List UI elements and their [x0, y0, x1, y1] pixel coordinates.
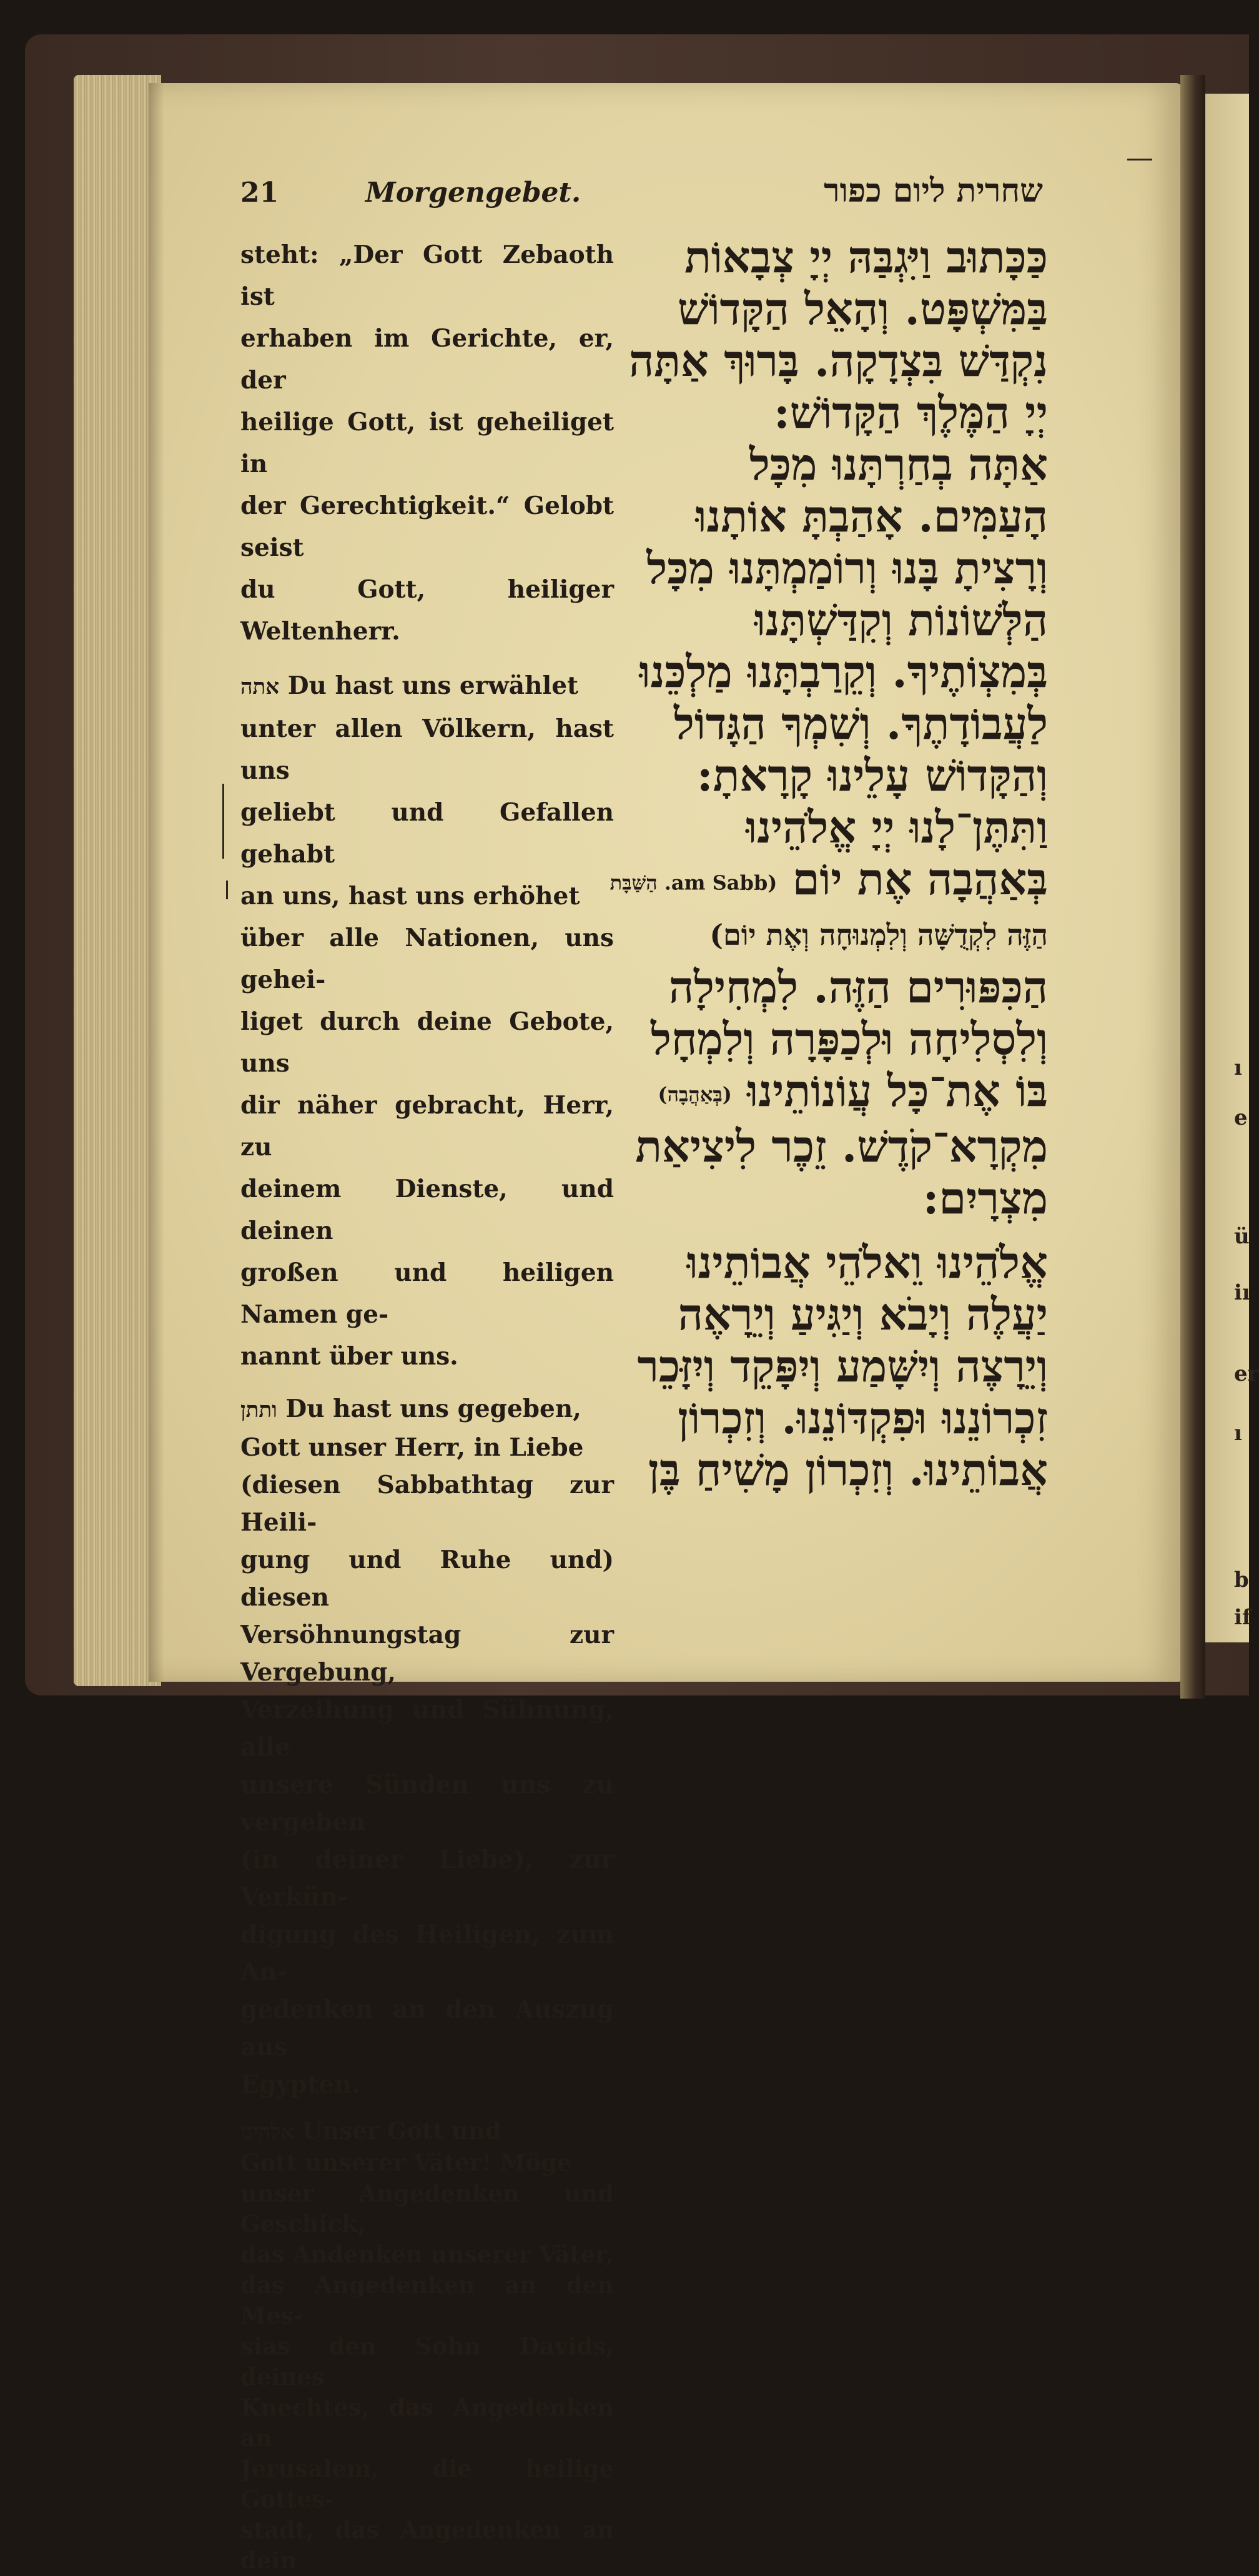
fragment: if [1234, 1605, 1252, 1630]
hebrew-line: וַתִּתֶּן־לָנוּ יְיָ אֱלֹהֵינוּ [746, 801, 1048, 853]
hebrew-line: לַעֲבוֹדָתֶךָ. וְשִׁמְךָ הַגָּדוֹל [674, 698, 1048, 749]
hebrew-text: בּוֹ אֶת־כָּל עֲוֹנוֹתֵינוּ [747, 1064, 1048, 1117]
text-line: Du hast uns erwählet [287, 671, 579, 700]
text-line: Egypten. [240, 2070, 360, 2099]
text-line: Unser Gott und [302, 2117, 501, 2144]
hebrew-line: הַכִּפּוּרִים הַזֶּה. לִמְחִילָה [668, 960, 1048, 1013]
hebrew-running-title: שחרית ליום כפור [824, 172, 1043, 210]
text-line: Jerusalem, die heilige Gottes- [240, 2455, 614, 2513]
book-gutter [1180, 75, 1205, 1699]
hebrew-line [610, 853, 1048, 909]
hebrew-line [642, 1065, 1048, 1121]
text-line: digung des Heiligen, zum An- [240, 1920, 614, 1986]
text-line: das Angedenken an den Mes- [240, 2271, 614, 2329]
text-line: stadt, das Angedenken an dein [240, 2516, 614, 2574]
text-line: Versöhnungstag zur Vergebung, [240, 1621, 614, 1687]
text-line: über alle Nationen, uns gehei- [240, 924, 614, 994]
hebrew-cue-word: אתה [240, 674, 280, 699]
text-line: deinem Dienste, und deinen [240, 1175, 614, 1245]
text-line: an uns, hast uns erhöhet [240, 882, 580, 910]
fragment: ü [1234, 1224, 1250, 1249]
text-line: du Gott, heiliger Weltenherr. [240, 575, 614, 646]
hebrew-line: הָעַמִּים. אָהַבְתָּ אוֹתָנוּ [695, 490, 1048, 542]
hebrew-line: יְיָ הַמֶּלֶךְ הַקָּדוֹשׁ: [773, 387, 1048, 438]
text-line: geliebt und Gefallen gehabt [240, 798, 614, 869]
hebrew-line: וְהַקָּדוֹשׁ עָלֵינוּ קָרָאתָ: [696, 749, 1048, 801]
hebrew-line: הַלְּשׁוֹנוֹת וְקִדַּשְׁתָּנוּ [754, 594, 1048, 646]
hebrew-line: אַתָּה בְחַרְתָּנוּ מִכָּל [749, 438, 1048, 490]
german-running-title: Morgengebet. [365, 177, 581, 209]
hebrew-line: וְיֵרָצֶה וְיִשָּׁמַע וְיִפָּקֵד וְיִזָּכֵר [637, 1340, 1048, 1392]
hebrew-line: נִקְדַּשׁ בִּצְדָקָה. בָּרוּךְ אַתָּה [628, 335, 1048, 387]
text-line: unter allen Völkern, hast uns [240, 714, 614, 785]
fragment: ı [1234, 1055, 1242, 1080]
text-line: erhaben im Gerichte, er, der [240, 324, 614, 395]
hebrew-line: אֱלֹהֵינוּ וֵאלֹהֵי אֲבוֹתֵינוּ [686, 1236, 1048, 1288]
hebrew-line: וְלִסְלִיחָה וּלְכַפָּרָה וְלִמְחָל [651, 1012, 1048, 1065]
hebrew-line: זִכְרוֹנֵנוּ וּפִקְדּוֹנֵנוּ. וְזִכְרוֹן [678, 1392, 1048, 1444]
hebrew-line: בְּמִצְוֹתֶיךָ. וְקֵרַבְתָּנוּ מַלְכֵּנוּ [639, 646, 1048, 698]
facing-page-edge [1205, 94, 1259, 1642]
page-edges [74, 75, 161, 1686]
text-line: liget durch deine Gebote, uns [240, 1007, 614, 1078]
corner-rule [1127, 159, 1152, 160]
margin-mark [222, 784, 224, 859]
text-line: steht: „Der Gott Zebaoth ist [240, 240, 614, 311]
text-line: (in deiner Liebe), zur Verkün- [240, 1845, 614, 1912]
hebrew-line: הַזֶּה לִקְדֻשָּׁה וְלִמְנוּחָה וְאֶת יוֹם) [709, 917, 1048, 952]
margin-mark [226, 881, 228, 899]
love-note: (בְּאַהֲבָה) [658, 1082, 732, 1106]
text-line: Gott unserer Väter! Möge [240, 2149, 572, 2176]
hebrew-line: מִקְרָא־קֹדֶשׁ. זֵכֶר לִיצִיאַת [635, 1120, 1048, 1172]
text-line: gung und Ruhe und) diesen [240, 1546, 614, 1612]
german-paragraph [240, 1390, 614, 2103]
german-paragraph [240, 665, 614, 1378]
fragment: iı [1234, 1280, 1250, 1305]
page-number: 21 [240, 177, 279, 209]
sabbath-note: (am Sabb. הַשַּׁבָּת [610, 871, 778, 895]
text-line: der Gerechtigkeit.“ Gelobt seist [240, 491, 614, 562]
hebrew-cue-word: ותתן [240, 1398, 277, 1423]
text-line: unser Angedenken und Geschick, [240, 2179, 614, 2238]
hebrew-line: אֲבוֹתֵינוּ. וְזִכְרוֹן מָשִׁיחַ בֶּן [648, 1444, 1048, 1496]
text-line: gedenken an den Auszug aus [240, 1995, 614, 2061]
text-line: Gott unser Herr, in Liebe [240, 1433, 584, 1462]
fragment: ı [1234, 1421, 1242, 1446]
fragment: er [1234, 1361, 1259, 1386]
hebrew-line: וְרָצִיתָ בָּנוּ וְרוֹמַמְתָּנוּ מִכָּל [646, 542, 1048, 594]
hebrew-line: מִצְרָיִם: [922, 1172, 1048, 1224]
hebrew-column [610, 231, 1048, 1496]
german-column [240, 234, 614, 2576]
hebrew-line: כַּכָּתוּב וַיִּגְבַּהּ יְיָ צְבָאוֹת [684, 231, 1048, 283]
text-line: dir näher gebracht, Herr, zu [240, 1091, 614, 1162]
hebrew-text: בְּאַהֲבָה אֶת יוֹם [792, 853, 1048, 905]
text-line: Verzeihung und Sühnung, alle [240, 1695, 614, 1762]
fragment: b [1234, 1567, 1249, 1592]
text-line: heilige Gott, ist geheiliget in [240, 408, 614, 478]
text-line: sias den Sohn Davids, deines [240, 2332, 614, 2391]
text-line: (diesen Sabbathtag zur Heili- [240, 1471, 614, 1537]
fragment: e [1234, 1105, 1248, 1130]
text-line: Du hast uns gegeben, [285, 1394, 581, 1423]
text-line: das Andenken unserer Väter, [240, 2241, 614, 2268]
text-line: nannt über uns. [240, 1342, 458, 1371]
hebrew-line: בַּמִּשְׁפָּט. וְהָאֵל הַקָּדוֹשׁ [678, 283, 1048, 335]
hebrew-cue-word: אלהינו [240, 2120, 294, 2144]
german-paragraph [240, 234, 614, 653]
text-line: Knechtes, das Angedenken an [240, 2394, 614, 2452]
german-paragraph [240, 2116, 614, 2576]
text-line: unsere Sünden uns zu vergeben [240, 1770, 614, 1837]
hebrew-line: יַעֲלֶה וְיָבֹא וְיַגִּיעַ וְיֵרָאֶה [678, 1288, 1048, 1340]
text-line: großen und heiligen Namen ge- [240, 1258, 614, 1329]
